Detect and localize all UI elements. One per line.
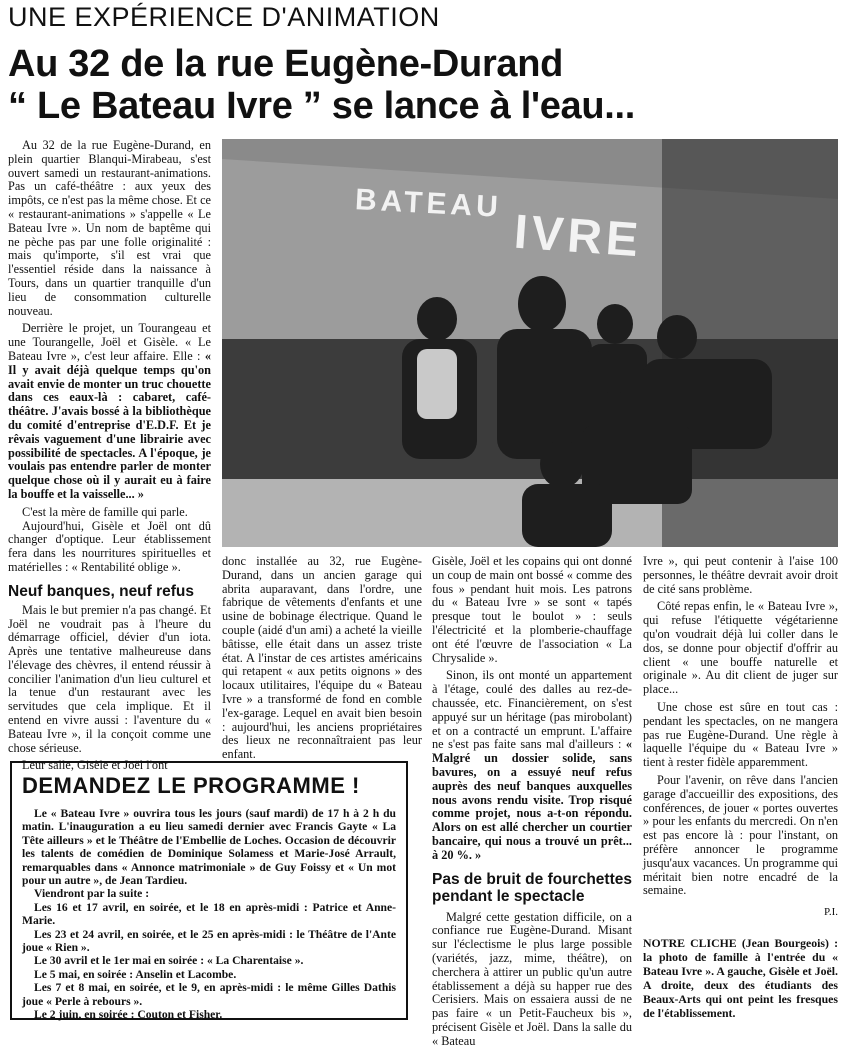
programme-item: Le 5 mai, en soirée : Anselin et Lacombe.	[34, 967, 237, 981]
photo-caption: NOTRE CLICHE (Jean Bourgeois) : la photo de famille à l'entrée du « Bateau Ivre ». A gauche, Gisèle et Joël. A droite, deux des étudiants des Beaux-Arts qui ont peint les fresques de l'établissement.	[643, 935, 838, 1020]
headline-line-1: Au 32 de la rue Eugène-Durand	[8, 43, 564, 85]
subheading: Pas de bruit de fourchettes pendant le spectacle	[432, 870, 632, 905]
paragraph: Aujourd'hui, Gisèle et Joël ont dû changer d'optique. Leur établissement fera dans les nourritures spirituelles et matérielles : « Rentabilité oblige ».	[8, 518, 211, 574]
programme-item: Les 16 et 17 avril, en soirée, et le 18 en après-midi : Patrice et Anne-Marie.	[22, 900, 396, 928]
paragraph	[8, 322, 211, 501]
programme-item: Les 23 et 24 avril, en soirée, et le 25 en après-midi : le Théâtre de l'Ante joue « Rien ».	[22, 927, 396, 955]
paragraph: Pour l'avenir, on rêve dans l'ancien garage d'accueillir des expositions, des conférences, de jouer « portes ouvertes » pour les enfants du mercredi. On n'en est pas encore là : pour l'instant, on préfère annoncer le programme jusqu'aux vacances. Un programme qui méritait bien notre encadré de la semaine.	[643, 772, 838, 898]
paragraph: donc installée au 32, rue Eugène-Durand, dans un ancien garage qui abrita auparavant, dans l'ordre, une fabrique de vêtements d'enfants et une usine de bobinage électrique. Quand le couple (aidé d'un ami) a acheté la vieille bâtisse, elle était dans un assez triste état. A l'instar de ces artistes américains qui retapent « aux petits oignons » des locaux utilitaires, l'équipe du « Bateau Ivre » a transformé de fond en comble l'ex-garage. Lequel en avait bien besoin : aujourd'hui, les anciens propriétaires des lieux ne reconnaîtraient pas leur enfant.	[222, 554, 422, 762]
paragraph-text: Derrière le projet, un Tourangeau et une Tourangelle, Joël et Gisèle. « Le Bateau Ivre », c'est leur affaire. Elle :	[8, 321, 211, 363]
programme-item: Les 7 et 8 mai, en soirée, et le 9, en après-midi : le même Gilles Dathis joue « Perle à rebours ».	[22, 981, 396, 1008]
paragraph-text: Sinon, ils ont monté un appartement à l'étage, coulé des dalles au rez-de-chaussée, etc. Financièrement, on s'est appuyé sur un héritage (pas mirobolant) et on a contracté un emprunt. L'affaire ne s'est pas faite sans mal d'ailleurs :	[432, 668, 632, 752]
author-signature: P.I.	[823, 906, 838, 919]
article-column-1	[8, 138, 211, 773]
quote-text: « Malgré un dossier solide, sans bavures, on a essuyé neuf refus auprès des neuf banques auxquelles nous avons rendu visite. Trop risqué comme projet, nous a-t-on répondu. Alors on est allé chercher un courtier bancaire, qui nous a trouvé un prêt... à 20 %. »	[432, 737, 632, 862]
paragraph: Mais le but premier n'a pas changé. Et Joël ne voudrait pas à l'heure du démarrage officiel, dévier d'un iota. Après une tentative malheureuse dans l'élevage des chèvres, il entend réussir à concilier l'animation d'un lieu culturel et la tenue d'un restaurant avec les servitudes que cela implique. Et il entend en vivre aussi : l'aventure du « Bateau Ivre », il la conçoit comme une chose sérieuse.	[8, 602, 211, 755]
paragraph: Leur salle, Gisèle et Joël l'ont	[22, 758, 168, 773]
paragraph	[432, 669, 632, 862]
programme-item: Le 30 avril et le 1er mai en soirée : « La Charentaise ».	[34, 954, 304, 968]
programme-title: DEMANDEZ LE PROGRAMME !	[22, 773, 360, 798]
paragraph: Au 32 de la rue Eugène-Durand, en plein quartier Blanqui-Mirabeau, s'est ouvert samedi un restaurant-animations. Pas un café-théâtre : aux yeux des impôts, ce n'est pas la même chose. Et ce « restaurant-animations » s'appelle « Le Bateau Ivre ». Un nom de baptême qui ne pèche pas par une folle originalité : mais qu'importe, s'il est vrai que l'essentiel réside dans la naissance à Tours, dans un quartier tranquille d'un lieu de consommation culturelle nouveau.	[8, 138, 211, 318]
subheading: Neuf banques, neuf refus	[8, 582, 195, 600]
paragraph: C'est la mère de famille qui parle.	[22, 504, 188, 519]
programme-box	[10, 758, 408, 1022]
article-photo	[222, 139, 838, 547]
programme-intro: Le « Bateau Ivre » ouvrira tous les jours (sauf mardi) de 17 h à 2 h du matin. L'inauguration a eu lieu samedi dernier avec Francis Gayte « La Tête ailleurs » et le Théâtre de l'Embellie de Loches. Occasion de découvrir les talents de comédien de Dominique Solamess et Marie-José Arrault, remarquables dans « Annonce matrimoniale » de Guy Foissy et « Un mot pour un autre », de Jean Tardieu.	[22, 807, 396, 888]
paragraph: Malgré cette gestation difficile, on a confiance rue Eugène-Durand. Misant sur l'éclectisme le plus large possible (variétés, jazz, mime, théâtre), on cherchera à attirer un public qu'un autre établissement a déjà su happer rue des Cerisiers. Mais on essaiera aussi de ne pas faire « un Petit-Faucheux bis », précisent Gisèle et Joël. Dans la salle du « Bateau	[432, 909, 632, 1048]
paragraph: Côté repas enfin, le « Bateau Ivre », qui refuse l'étiquette végétarienne qu'on voudrait déjà lui coller dans le dos, se donne pour objectif d'offrir au client « une bouffe naturelle et originale ». Au dit client de juger sur place...	[643, 599, 838, 697]
article-kicker: UNE EXPÉRIENCE D'ANIMATION	[8, 2, 440, 32]
headline-line-2: “ Le Bateau Ivre ” se lance à l'eau...	[8, 85, 636, 127]
article-column-2	[222, 554, 422, 762]
sign-text-bateau: BATEAU	[354, 183, 503, 224]
paragraph: Une chose est sûre en tout cas : pendant les spectacles, on ne mangera pas rue Eugène-Durand. Une règle à laquelle l'équipe du « Bateau Ivre » tient à rester fidèle apparemment.	[643, 699, 838, 770]
programme-body	[22, 807, 396, 1022]
quote-text: « Il y avait déjà quelque temps qu'on avait envie de monter un truc chouette dans ces eaux-là : cabaret, café-théâtre. J'avais bossé à la bibliothèque du comité d'entreprise d'E.D.F. Et je rêvais vaguement d'une librairie avec possibilité de spectacles. A l'époque, je voulais pas entendre parler de monter quelque chose où il y aurait eu à faire la bouffe et la vaisselle... »	[8, 348, 211, 501]
article-column-4	[643, 555, 838, 1020]
photo-illustration	[222, 139, 838, 547]
article-column-3	[432, 554, 632, 1048]
programme-lead: Viendront par la suite :	[34, 887, 150, 901]
sign-text-ivre: IVRE	[512, 205, 644, 268]
paragraph: Ivre », qui peut contenir à l'aise 100 personnes, le théâtre devrait avoir droit de cité sans problème.	[643, 554, 838, 596]
programme-item: Le 2 juin, en soirée : Couton et Fisher.	[34, 1008, 223, 1022]
paragraph: Gisèle, Joël et les copains qui ont donné un coup de main ont bossé « comme des fous » pendant huit mois. Les patrons du « Bateau Ivre » se sont « tapés presque tout le boulot » : seuls l'électricité et la plomberie-chauffage ont été l'œuvre de l'association « La Chrysalide ».	[432, 554, 632, 665]
